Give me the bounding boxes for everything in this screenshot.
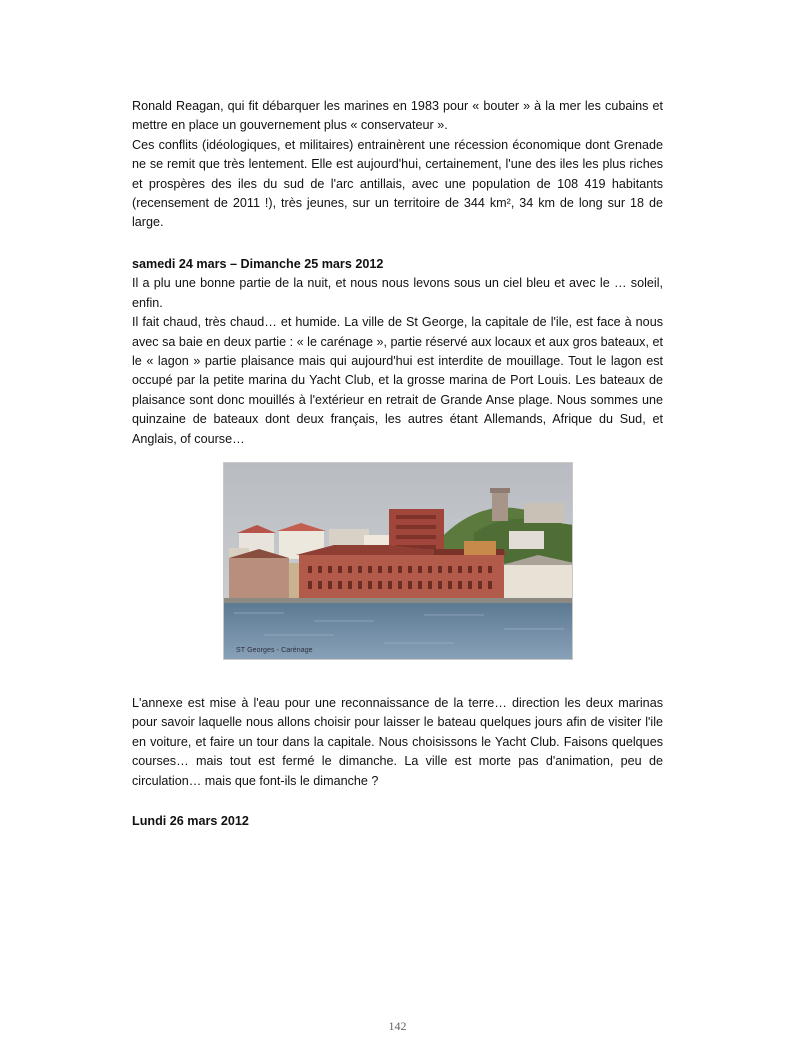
- paragraph-st-george: Il fait chaud, très chaud… et humide. La ville de St George, la capitale de l'ile, est face à nous avec sa baie en deux partie : « le carénage », partie réservé aux locaux et aux gros bateaux, et le « lagon » partie plaisance mais qui aujourd'hui est interdite de mouillage. Tout le lagon est occupé par la petite marina du Yacht Club, et la grosse marina de Port Louis. Les bateaux de plaisance sont donc mouillés à l'extérieur en retrait de Grande Anse plage. Nous sommes une quinzaine de bateaux dont deux français, les autres étant Allemands, Afrique du Sud, et Anglais, of course…: [132, 315, 663, 446]
- paragraph-reagan: Ronald Reagan, qui fit débarquer les marines en 1983 pour « bouter » à la mer les cubains et mettre en place un gouvernement plus « conservateur ».: [132, 99, 663, 133]
- photo-st-georges-carenage: [223, 462, 573, 660]
- paragraph-annexe: L'annexe est mise à l'eau pour une reconnaissance de la terre… direction les deux marinas pour savoir laquelle nous allons choisir pour laisser le bateau quelques jours afin de visiter l'ile en voiture, et faire un tour dans la capitale. Nous choisissons le Yacht Club. Faisons quelques courses… mais tout est fermé le dimanche. La ville est morte pas d'animation, peu de circulation… mais que font-ils le dimanche ?: [132, 696, 663, 788]
- paragraph-conflits: Ces conflits (idéologiques, et militaires) entrainèrent une récession économique dont Grenade ne se remit que très lentement. Elle est aujourd'hui, certainement, l'une des iles les plus riches et prospères des iles du sud de l'arc antillais, avec une population de 108 419 habitants (recensement de 2011 !), très jeunes, sur un territoire de 344 km², 34 km de long sur 18 de large.: [132, 137, 663, 230]
- section-heading-26-mars: Lundi 26 mars 2012: [132, 814, 249, 828]
- page-number: 142: [388, 1019, 407, 1033]
- section-24-25-mars: [132, 255, 663, 449]
- harbour-photo-illustration: [224, 463, 573, 660]
- section-annexe: [132, 694, 663, 791]
- intro-text-block: [132, 97, 663, 233]
- section-heading-24-mars: samedi 24 mars – Dimanche 25 mars 2012: [132, 257, 384, 271]
- photo-caption: ST Georges - Carénage: [236, 647, 313, 654]
- section-26-mars: [132, 812, 663, 831]
- paragraph-pluie: Il a plu une bonne partie de la nuit, et nous nous levons sous un ciel bleu et avec le … soleil, enfin.: [132, 276, 663, 310]
